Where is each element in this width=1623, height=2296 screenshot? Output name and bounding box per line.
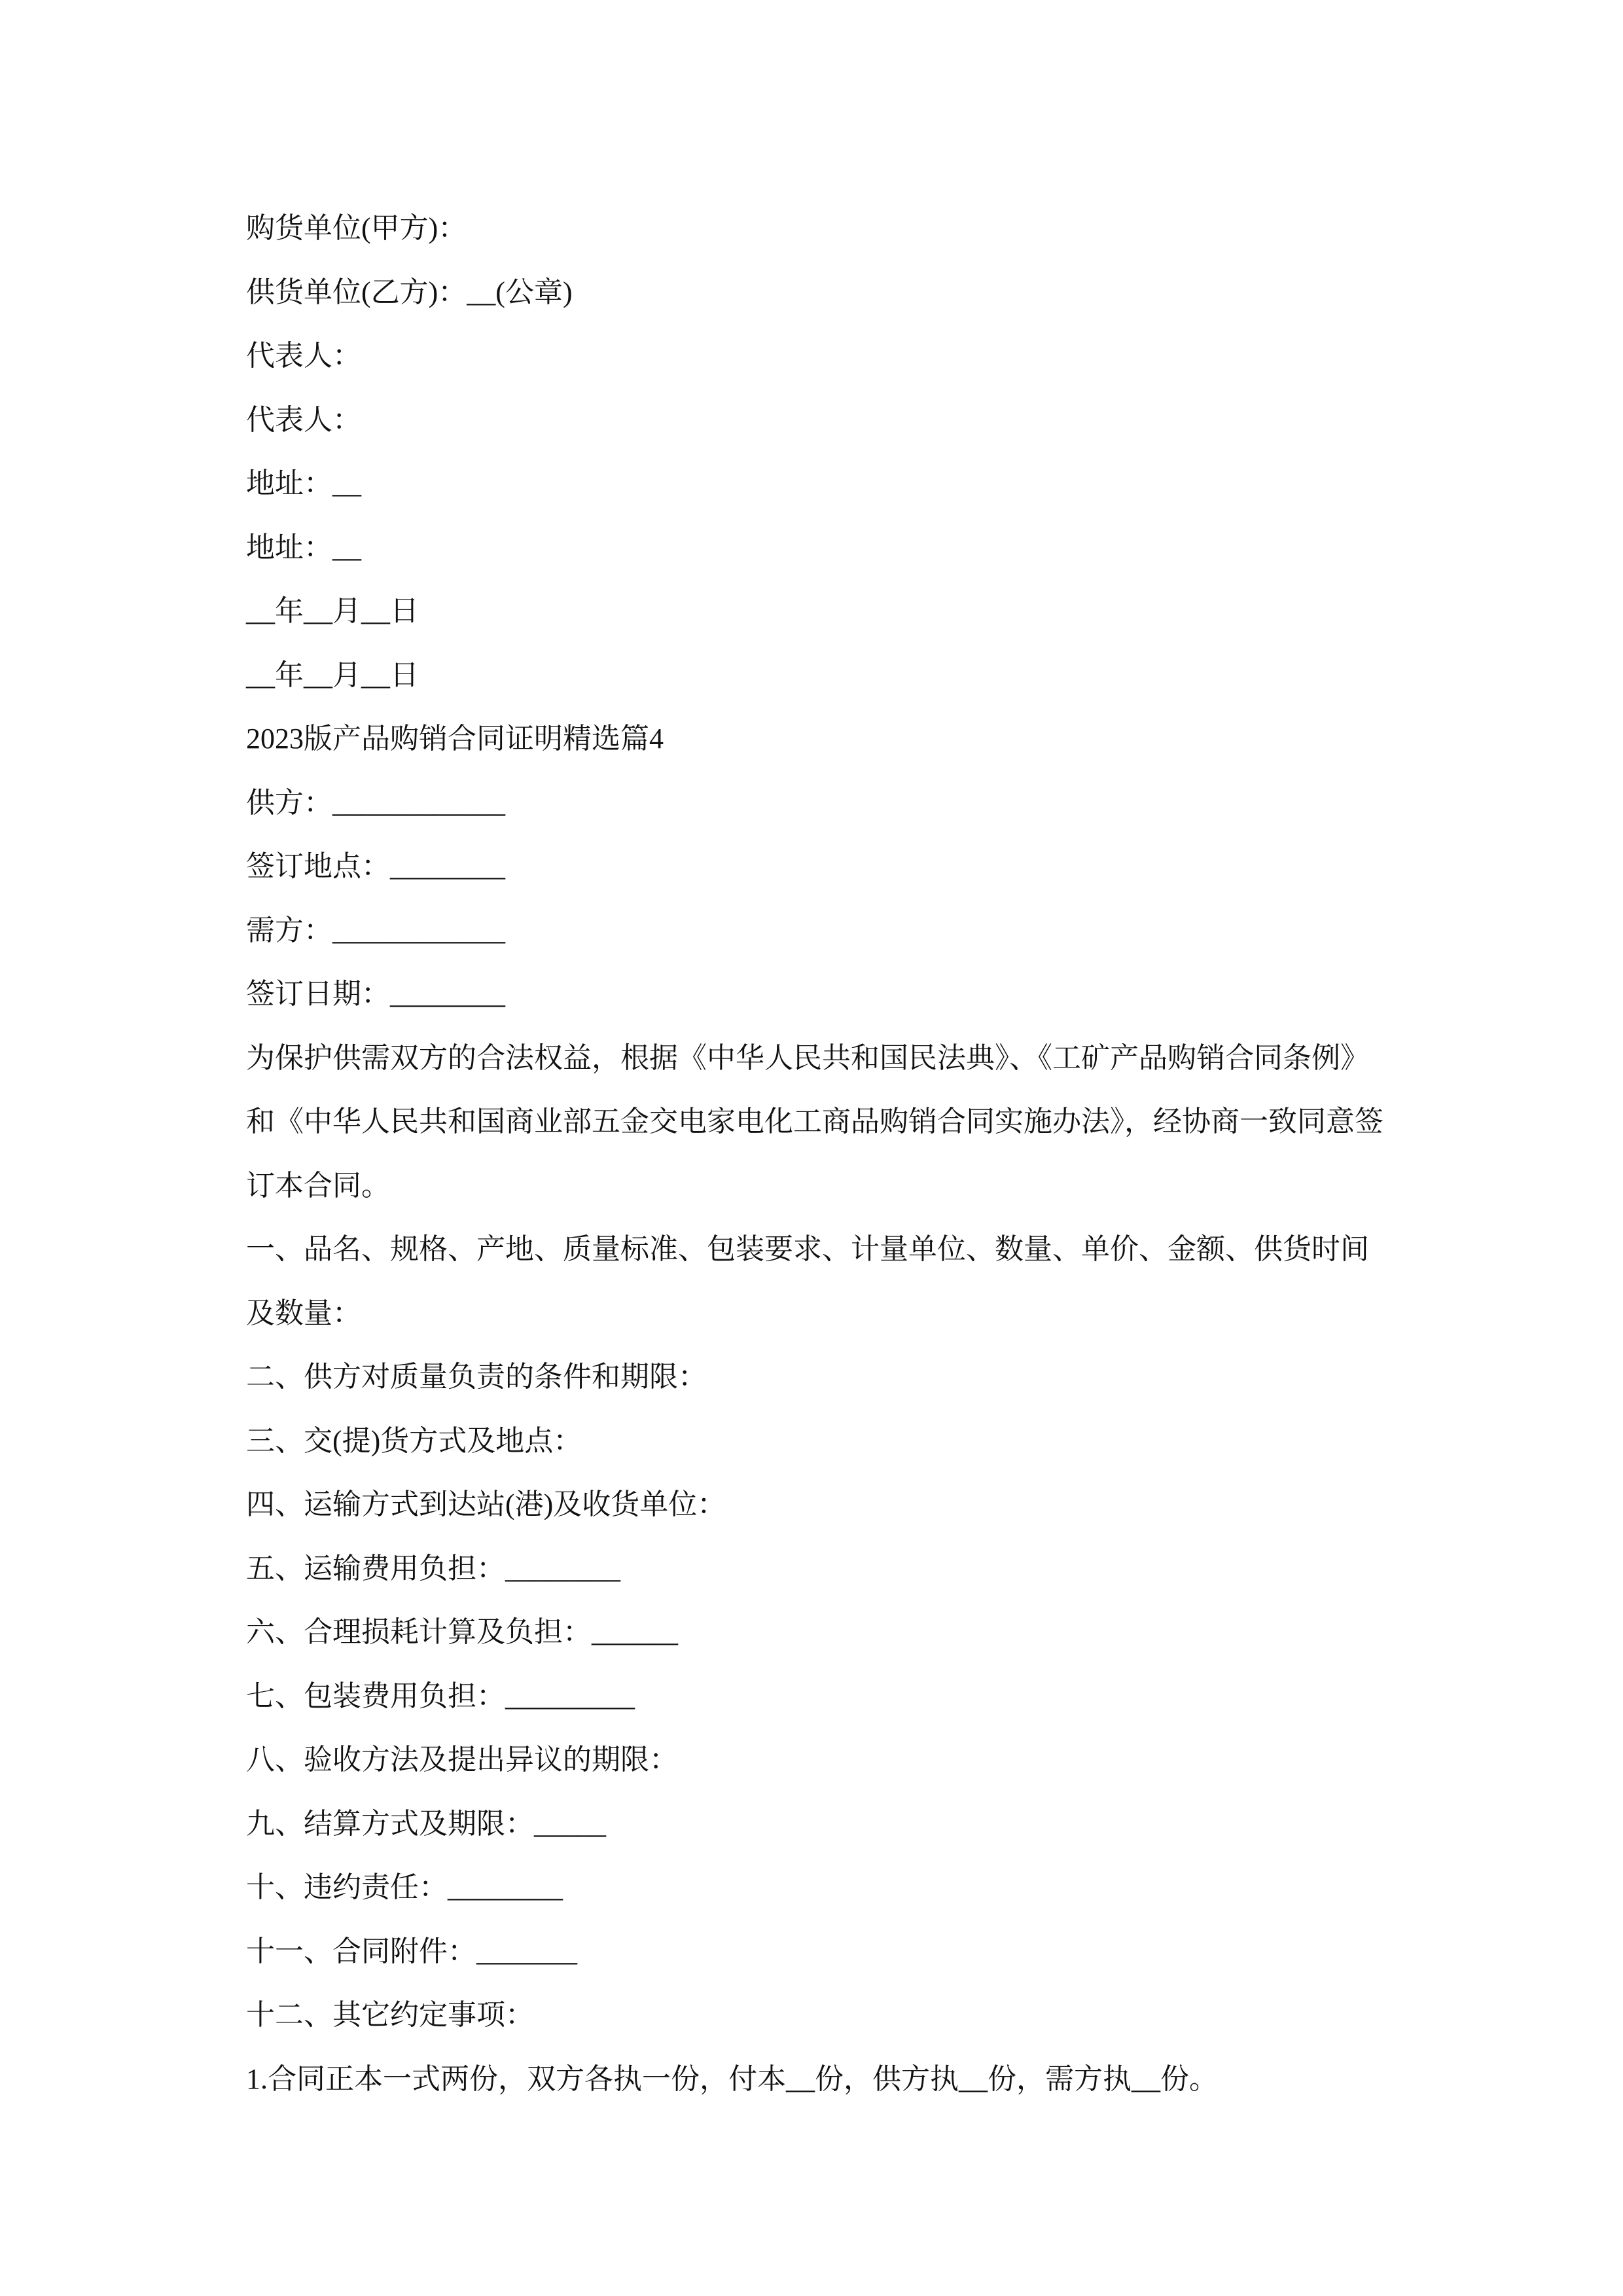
supplier-field: 供方：____________ (246, 786, 505, 819)
date-line: __年__月__日 (246, 595, 419, 627)
clause-9: 九、结算方式及期限：_____ (246, 1807, 606, 1840)
clause-12: 十二、其它约定事项： (246, 1999, 534, 2031)
clause-1: 一、品名、规格、产地、质量标准、包装要求、计量单位、数量、单价、金额、供货时间及数量： (246, 1233, 1369, 1329)
clause-3: 三、交(提)货方式及地点： (246, 1424, 582, 1457)
signing-place-field: 签订地点：________ (246, 850, 505, 882)
clause-6: 六、合理损耗计算及负担：______ (246, 1616, 678, 1648)
date-line: __年__月__日 (246, 658, 419, 691)
clause-7: 七、包装费用负担：_________ (246, 1679, 635, 1712)
buyer-field: 需方：____________ (246, 914, 505, 946)
address-line: 地址：__ (246, 531, 361, 564)
preamble-paragraph: 为保护供需双方的合法权益，根据《中华人民共和国民法典》、《工矿产品购销合同条例》和《中华人民共和国商业部五金交电家电化工商品购销合同实施办法》，经协商一致同意签订本合同。 (246, 1041, 1383, 1202)
section-title: 2023版产品购销合同证明精选篇4 (246, 723, 664, 755)
clause-5: 五、运输费用负担：________ (246, 1552, 620, 1585)
address-line: 地址：__ (246, 467, 361, 499)
clause-11: 十一、合同附件：_______ (246, 1935, 577, 1967)
clause-10: 十、违约责任：________ (246, 1871, 563, 1903)
representative-line: 代表人： (246, 340, 361, 372)
sub-clause-1: 1.合同正本一式两份，双方各执一份，付本__份，供方执__份，需方执__份。 (246, 2062, 1218, 2095)
representative-line: 代表人： (246, 403, 361, 436)
clause-8: 八、验收方法及提出异议的期限： (246, 1744, 678, 1776)
buyer-unit-line: 购货单位(甲方)： (246, 212, 467, 244)
clause-4: 四、运输方式到达站(港)及收货单位： (246, 1488, 726, 1520)
document-page (246, 196, 1388, 2111)
clause-2: 二、供方对质量负责的条件和期限： (246, 1361, 707, 1393)
signing-date-field: 签订日期：________ (246, 978, 505, 1010)
supplier-unit-line: 供货单位(乙方)：__(公章) (246, 276, 573, 308)
